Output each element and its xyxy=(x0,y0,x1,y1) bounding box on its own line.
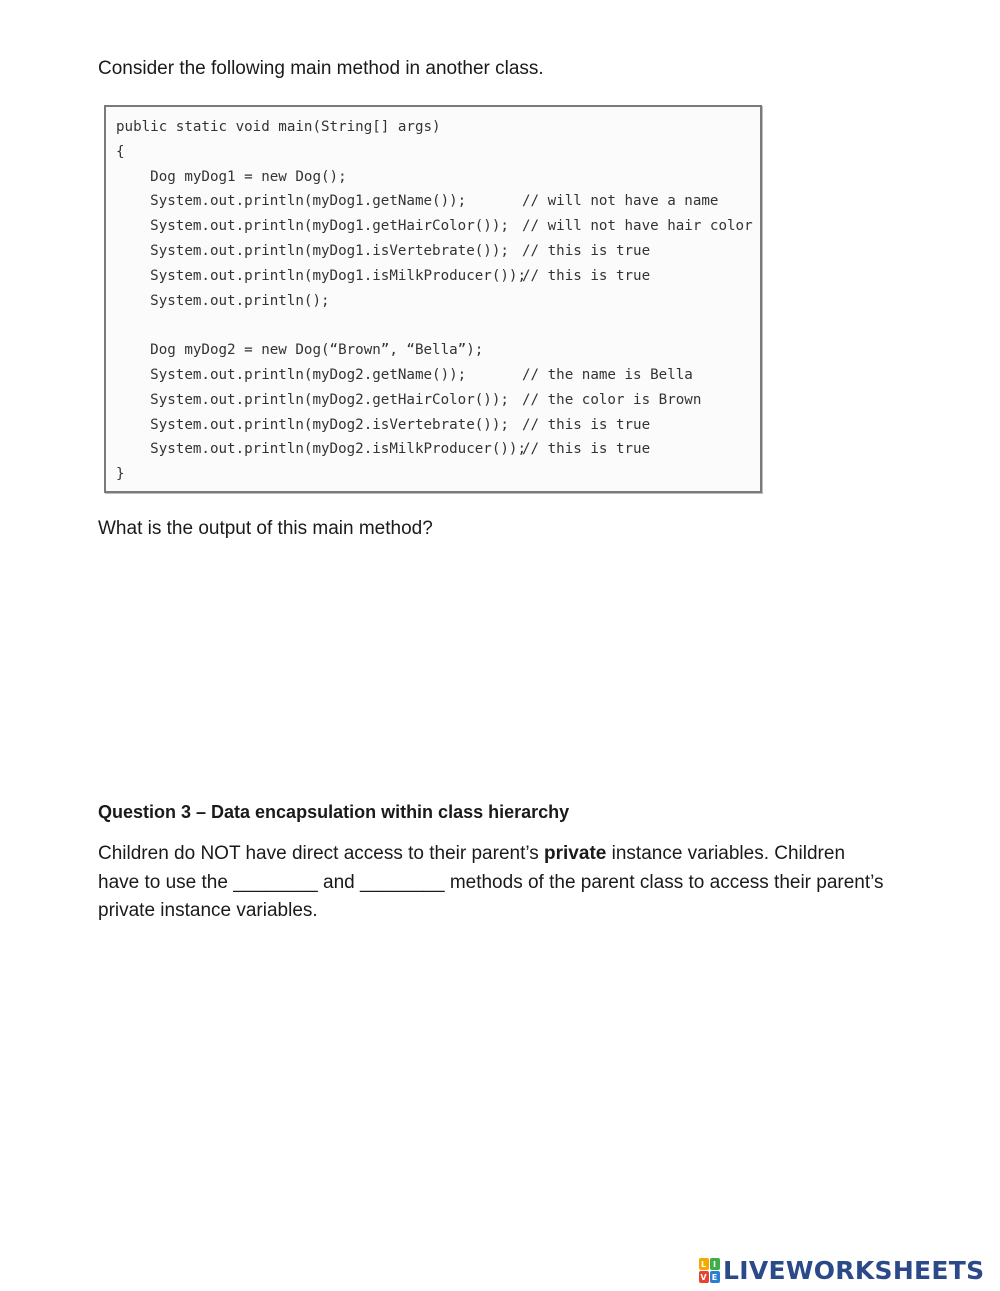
code-line xyxy=(106,462,746,486)
code-statement: System.out.println(myDog2.isMilkProducer()); xyxy=(116,441,526,458)
code-line xyxy=(106,437,746,461)
code-statement: System.out.println(myDog2.isVertebrate()); xyxy=(116,416,509,433)
code-statement: } xyxy=(116,466,125,483)
code-statement: { xyxy=(116,143,125,160)
question-3-body-bold: private xyxy=(544,843,607,864)
code-line xyxy=(106,239,746,263)
question-3-body xyxy=(98,840,888,926)
code-comment: // this is true xyxy=(522,267,651,284)
question-3-body-part1: Children do NOT have direct access to their parent’s xyxy=(98,843,545,864)
question-text: What is the output of this main method? xyxy=(98,518,433,539)
code-line xyxy=(106,338,746,362)
code-comment: // will not have hair color xyxy=(522,218,753,235)
code-line xyxy=(106,413,746,437)
code-statement: System.out.println(); xyxy=(116,292,330,309)
logo-icon-square: E xyxy=(710,1271,720,1283)
code-statement: public static void main(String[] args) xyxy=(116,119,441,135)
question-3-body-part2: instance variables. Children have to use the ________ and ________ methods of the parent class to access their parent’s private instance variables. xyxy=(98,843,884,921)
logo-icon-square: V xyxy=(700,1272,707,1282)
code-line xyxy=(106,115,746,139)
code-line xyxy=(106,189,746,213)
code-line xyxy=(106,388,746,412)
code-statement: Dog myDog2 = new Dog(“Brown”, “Bella”); xyxy=(116,342,484,359)
code-comment: // the color is Brown xyxy=(522,391,702,408)
code-statement: System.out.println(myDog2.getName()); xyxy=(116,367,467,383)
liveworksheets-logo xyxy=(698,1254,984,1286)
code-listing xyxy=(104,105,762,493)
code-statement: System.out.println(myDog2.getHairColor()); xyxy=(116,391,509,408)
code-line xyxy=(106,264,746,288)
logo-icon-square: I xyxy=(710,1258,720,1270)
code-comment: // this is true xyxy=(522,416,651,433)
code-comment: // this is true xyxy=(522,441,651,458)
code-statement: System.out.println(myDog1.getName()); xyxy=(116,193,467,210)
code-comment: // the name is Bella xyxy=(522,367,693,383)
code-statement: System.out.println(myDog1.isMilkProducer()); xyxy=(116,267,526,284)
code-statement: System.out.println(myDog1.getHairColor()); xyxy=(116,218,509,235)
code-statement: System.out.println(myDog1.isVertebrate()); xyxy=(116,243,509,259)
code-line xyxy=(106,140,746,164)
code-line xyxy=(106,289,746,313)
question-3-heading: Question 3 – Data encapsulation within class hierarchy xyxy=(98,802,570,822)
code-line xyxy=(106,165,746,189)
liveworksheets-logo-icon xyxy=(698,1257,720,1283)
code-line xyxy=(106,363,746,387)
code-line xyxy=(106,313,746,337)
intro-text: Consider the following main method in another class. xyxy=(98,58,544,79)
code-comment: // will not have a name xyxy=(522,193,719,210)
code-line xyxy=(106,214,753,238)
liveworksheets-logo-text: LIVEWORKSHEETS xyxy=(723,1255,985,1285)
logo-icon-square: L xyxy=(699,1258,709,1270)
code-comment: // this is true xyxy=(522,243,651,259)
code-statement: Dog myDog1 = new Dog(); xyxy=(116,168,347,185)
